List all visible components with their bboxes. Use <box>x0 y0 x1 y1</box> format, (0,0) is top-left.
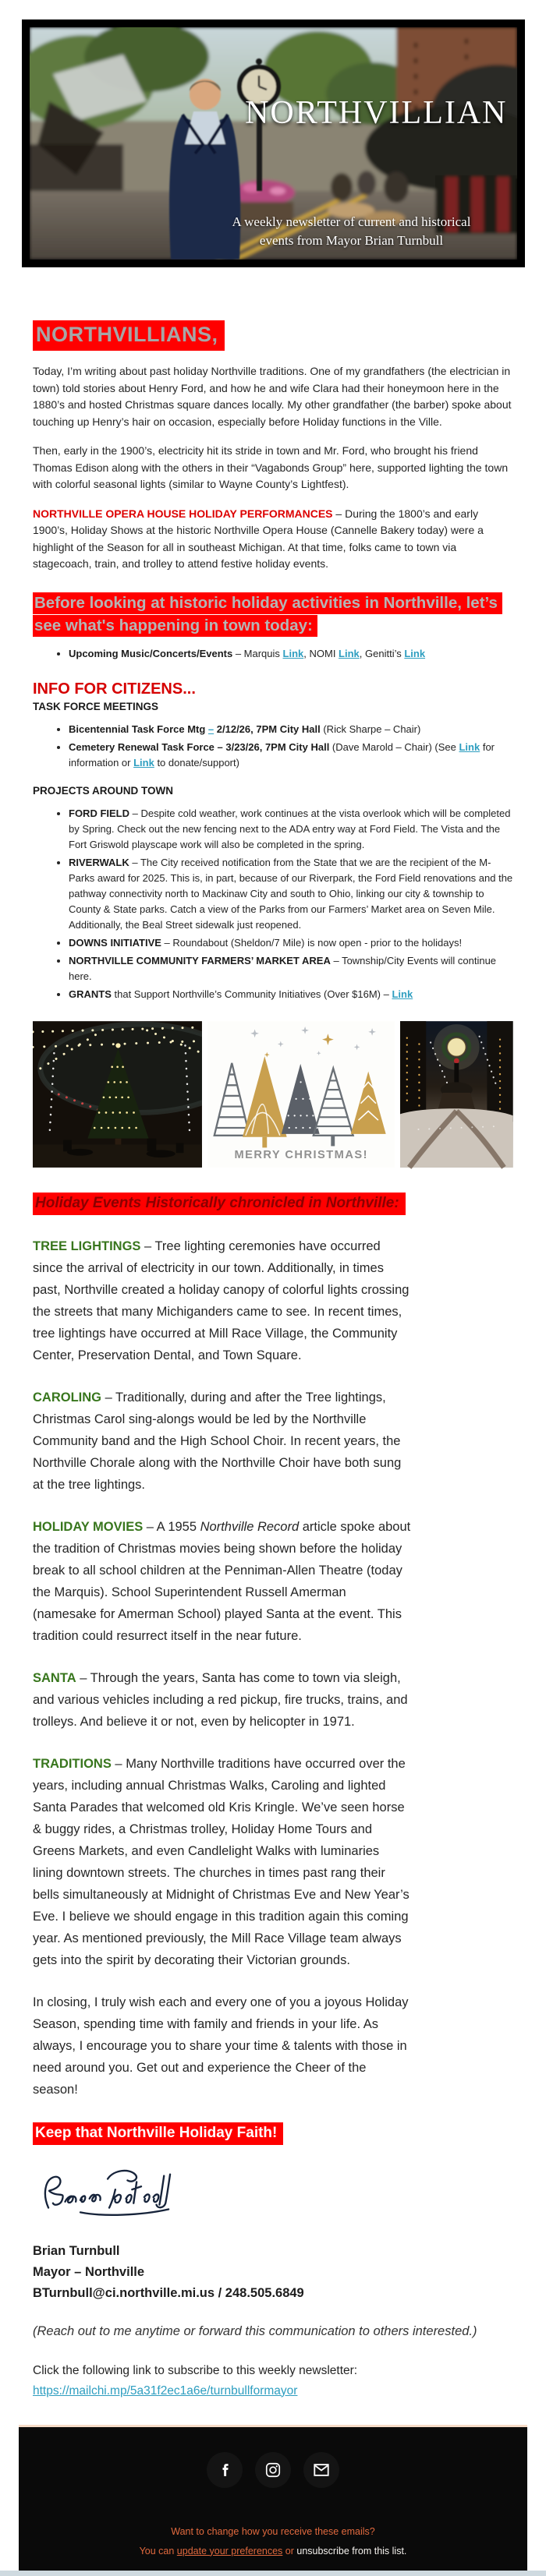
caroling-paragraph: CAROLING – Traditionally, during and after the Tree lightings, Christmas Carol sing-alongs would be led by the Northville Community band and the High School Choir. In recent years, the Northville Chorale along with the Northville Choir have both sung at the tree lightings. <box>33 1390 402 1492</box>
task-force-list <box>33 722 513 771</box>
email-icon[interactable] <box>303 2452 339 2488</box>
list-item: • NORTHVILLE COMMUNITY FARMERS’ MARKET AREA – Township/City Events will continue here. <box>69 953 513 984</box>
newsletter-email <box>0 19 546 2576</box>
genittis-link[interactable]: Link <box>404 647 426 659</box>
signature-block <box>33 2241 513 2304</box>
tree-lighting-photo <box>33 1019 202 1169</box>
snowy-street-photo <box>400 1019 513 1169</box>
update-preferences-link[interactable]: update your preferences <box>176 2545 283 2557</box>
bicentennial-dash-link[interactable]: – <box>207 723 214 735</box>
list-item: • RIVERWALK – The City received notification from the State that we are the recipient of the M-Parks award for 2025. This is, in part, because of our Riverpark, the Ford Field renovations and the pathway connectivity north to Mackinaw City and south to Ohio, linking our city & township to County & State parks. Catch a view of the Parks from our Farmers’ Market area on Seven Mile. Additionally, the Beal Street sidewalk just reopened. <box>69 855 513 933</box>
tree-lightings-paragraph: TREE LIGHTINGS – Tree lighting ceremonies have occurred since the arrival of electricity in our town. Additionally, in times past, Northville created a holiday canopy of colorful lights crossing the streets that many Michiganders came to see. In recent times, tree lightings have occurred at Mill Race Village, the Community Center, Preservation Dental, and Town Square. <box>33 1239 410 1362</box>
christmas-card-image <box>207 1019 395 1169</box>
holiday-faith-heading: Keep that Northville Holiday Faith! <box>33 2122 283 2145</box>
holiday-movies-paragraph: HOLIDAY MOVIES – A 1955 Northville Record article spoke about the tradition of Christmas movies being shown before the holiday break to all school children at the Penniman-Allen Theatre (today the Marquis). School Superintendent Russell Amerman (namesake for Amerman School) played Santa at the event. This tradition could resurrect itself in the near future. <box>33 1519 411 1643</box>
list-item: • Cemetery Renewal Task Force – 3/23/26, 7PM City Hall (Dave Marold – Chair) (See Link for information or Link to donate/support) <box>69 740 513 771</box>
closing-paragraph: In closing, I truly wish each and every one of you a joyous Holiday Season, spending time with family and friends in your life. As always, I encourage you to share your time & talents with those in need around you. Get out and experience the Cheer of the season! <box>33 1995 409 2097</box>
list-item: • FORD FIELD – Despite cold weather, work continues at the vista overlook which will be completed by Spring. Check out the new fencing next to the ADA entry way at Ford Field. The Vista and the Fort Griswold playscape work will also be completed in the spring. <box>69 806 513 853</box>
santa-paragraph: SANTA – Through the years, Santa has come to town via sleigh, and various vehicles including a red pickup, fire trucks, trains, and trolleys. And believe it or not, even by helicopter in 1971. <box>33 1670 408 1729</box>
signature-image <box>33 2164 513 2228</box>
subscribe-link[interactable]: https://mailchi.mp/5a31f2ec1a6e/turnbullformayor <box>33 2383 298 2398</box>
task-force-meetings-heading: TASK FORCE MEETINGS <box>33 700 159 712</box>
list-item: • Upcoming Music/Concerts/Events – Marquis Link, NOMI Link, Genitti’s Link <box>69 646 513 662</box>
unsubscribe-link[interactable]: unsubscribe <box>296 2545 349 2557</box>
email-footer <box>0 2425 546 2576</box>
projects-heading: PROJECTS AROUND TOWN <box>33 784 174 797</box>
photo-gallery <box>33 1019 513 1169</box>
events-list <box>33 646 513 662</box>
newsletter-subtitle: A weekly newsletter of current and historical events from Mayor Brian Turnbull <box>232 214 471 248</box>
intro-paragraph-1: Today, I’m writing about past holiday Northville traditions. One of my grandfathers (the electrician in town) told stories about Henry Ford, and how he and wife Clara had their honeymoon here in the 1880’s and hosted Christmas square dances locally. My other grandfather (the barber) spoke about touching up Henry’s hair on occasion, especially before Holiday functions in the Ville. <box>33 365 512 428</box>
history-heading: Holiday Events Historically chronicled in Northville: <box>33 1193 406 1215</box>
instagram-icon[interactable] <box>255 2452 291 2488</box>
header-banner <box>22 19 525 267</box>
cemetery-donate-link[interactable]: Link <box>133 756 154 769</box>
info-for-citizens-heading: INFO FOR CITIZENS... <box>33 680 196 698</box>
list-item: • DOWNS INITIATIVE – Roundabout (Sheldon/7 Mile) is now open - prior to the holidays! <box>69 935 513 951</box>
footer-text <box>19 2522 527 2561</box>
intro-paragraph-2: Then, early in the 1900’s, electricity hit its stride in town and Mr. Ford, who brought his friend Thomas Edison along with the others in their “Vagabonds Group” here, supported lighting the town with colorful seasonal lights (similar to Wayne County’s Lightfest). <box>33 444 509 490</box>
opera-heading: NORTHVILLE OPERA HOUSE HOLIDAY PERFORMANCES <box>33 507 333 520</box>
newsletter-body <box>0 267 546 2401</box>
today-heading: Before looking at historic holiday activities in Northville, let’s see what's happening in town today: <box>33 592 502 637</box>
grants-link[interactable]: Link <box>392 988 413 1000</box>
marquis-link[interactable]: Link <box>282 647 304 659</box>
salutation-heading: NORTHVILLIANS, <box>33 320 225 351</box>
projects-list <box>33 806 513 1002</box>
social-icons <box>19 2452 527 2488</box>
reach-out-note: (Reach out to me anytime or forward this communication to others interested.) <box>33 2323 477 2338</box>
christmas-card-text: MERRY CHRISTMAS! <box>234 1148 368 1161</box>
page-bottom-strip <box>0 2571 546 2576</box>
nomi-link[interactable]: Link <box>339 647 360 659</box>
traditions-paragraph: TRADITIONS – Many Northville traditions have occurred over the years, including annual Christmas Walks, Caroling and lighted Santa Parades that welcomed old Kris Kringle. We’ve seen horse & buggy rides, a Christmas trolley, Holiday Home Tours and Greens Markets, and even Candlelight Walks with luminaries lining downtown streets. The churches in times past rang their bells simultaneously at Midnight of Christmas Eve and New Year’s Eve. I believe we should engage in this tradition again this coming year. As mentioned previously, the Mill Race Village team always gets into the spirit by decorating their Victorian grounds. <box>33 1756 410 1967</box>
list-item: • GRANTS that Support Northville’s Community Initiatives (Over $16M) – Link <box>69 987 513 1002</box>
footer-line-1: Want to change how you receive these emails? <box>171 2525 375 2537</box>
cemetery-info-link[interactable]: Link <box>459 740 480 753</box>
mayor-name: Brian Turnbull <box>33 2243 120 2258</box>
list-item: • Bicentennial Task Force Mtg – 2/12/26, 7PM City Hall (Rick Sharpe – Chair) <box>69 722 513 737</box>
footer-line-2: You can update your preferences or unsubscribe from this list. <box>139 2545 407 2557</box>
subscribe-text: Click the following link to subscribe to this weekly newsletter: https://mailchi.mp/5a31f2ec1a6e/turnbullformayor <box>33 2363 358 2398</box>
facebook-icon[interactable] <box>207 2452 243 2488</box>
mayor-title: Mayor – Northville <box>33 2264 145 2279</box>
mayor-contact: BTurnbull@ci.northville.mi.us / 248.505.6849 <box>33 2285 304 2300</box>
newsletter-title: NORTHVILLIAN <box>245 95 508 131</box>
opera-paragraph: NORTHVILLE OPERA HOUSE HOLIDAY PERFORMANCES – During the 1800’s and early 1900’s, Holiday Shows at the historic Northville Opera House (Cannelle Bakery today) were a highlight of the Season for all in southeast Michigan. At that time, folks came to town via stagecoach, train, and trolley to attend festive holiday events. <box>33 507 484 570</box>
